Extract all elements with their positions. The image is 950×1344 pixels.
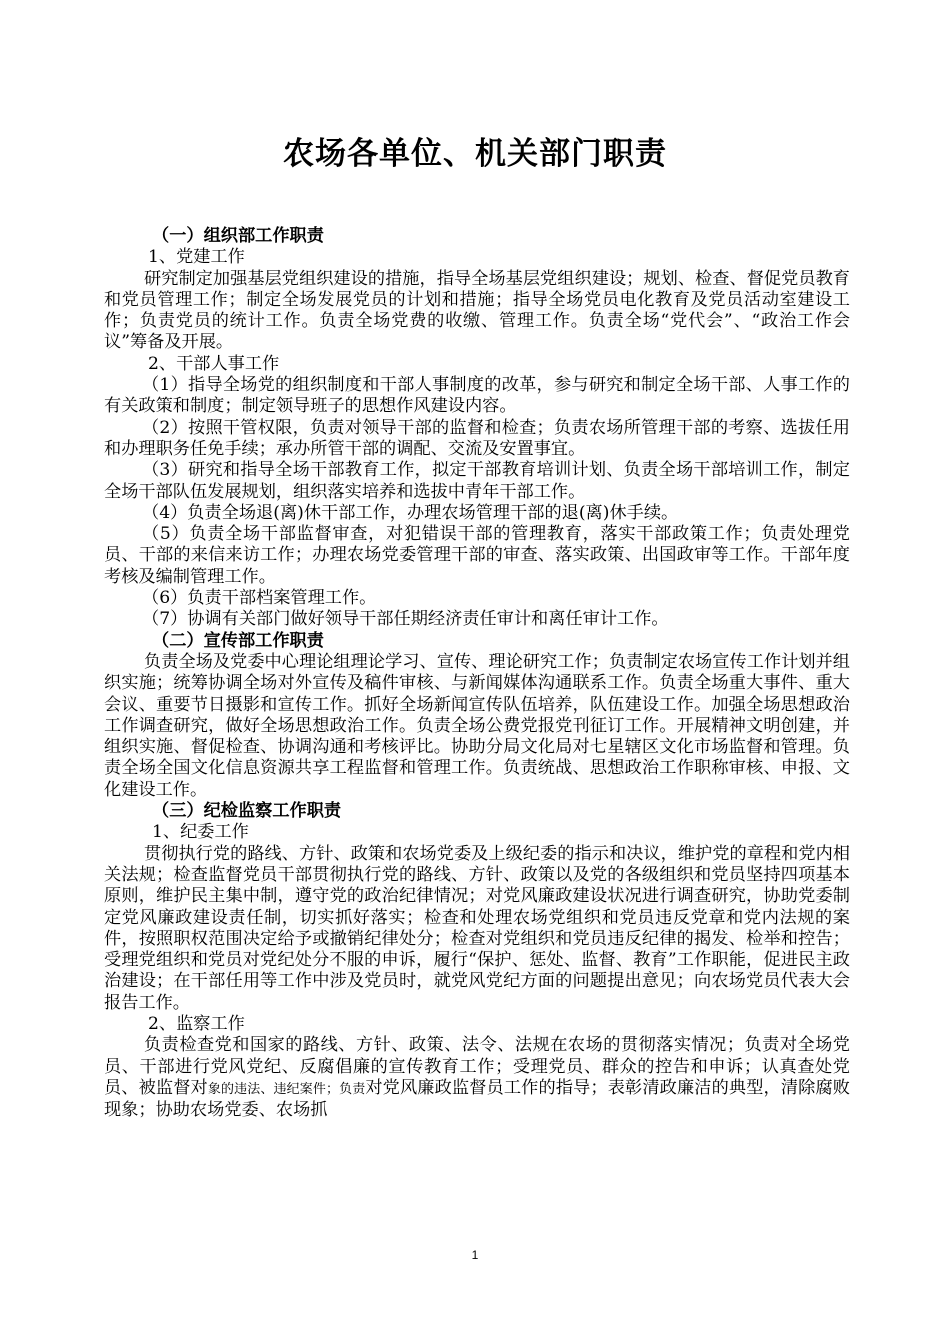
- paragraph-publicity: 负责全场及党委中心理论组理论学习、宣传、理论研究工作；负责制定农场宣传工作计划并组织实施；统筹协调全场对外宣传及稿件审核、与新闻媒体沟通联系工作。负责全场重大事件、重大会议、重要节日摄影和宣传工作。抓好全场新闻宣传队伍培养，队伍建设工作。加强全场思想政治工作调查研究，做好全场思想政治工作。负责全场公费党报党刊征订工作。开展精神文明创建，并组织实施、督促检查、协调沟通和考核评比。协助分局文化局对七星辖区文化市场监督和管理。负责全场全国文化信息资源共享工程监督和管理工作。负责统战、思想政治工作职称审核、申报、文化建设工作。: [104, 651, 850, 800]
- subheading-supervision: 2、监察工作: [148, 1013, 245, 1034]
- subheading-party-building: 1、党建工作: [148, 247, 245, 268]
- list-item-cadre-2: （2）按照干管权限，负责对领导干部的监督和检查；负责农场所管理干部的考察、选拔任用和办理职务任免手续；承办所管干部的调配、交流及安置事宜。: [104, 417, 850, 459]
- paragraph-supervision-part-3: 对党风廉政监督员工作的指导；表彰清政廉洁的典型，清除腐败现象；协助农场党委、农场抓: [104, 1077, 850, 1121]
- section-heading-organization: （一）组织部工作职责: [152, 226, 324, 246]
- list-item-cadre-5: （5）负责全场干部监督审查，对犯错误干部的管理教育，落实干部政策工作；负责处理党员、干部的来信来访工作；办理农场党委管理干部的审查、落实政策、出国政审等工作。干部年度考核及编制管理工作。: [104, 524, 850, 587]
- list-item-cadre-1: （1）指导全场党的组织制度和干部人事制度的改革，参与研究和制定全场干部、人事工作的有关政策和制度；制定领导班子的思想作风建设内容。: [104, 375, 850, 417]
- section-heading-discipline: （三）纪检监察工作职责: [152, 801, 342, 822]
- list-item-cadre-3: （3）研究和指导全场干部教育工作，拟定干部教育培训计划、负责全场干部培训工作，制定全场干部队伍发展规划，组织落实培养和选拔中青年干部工作。: [104, 460, 850, 502]
- list-item-cadre-6: （6）负责干部档案管理工作。: [142, 588, 377, 609]
- paragraph-discipline-committee: 贯彻执行党的路线、方针、政策和农场党委及上级纪委的指示和决议，维护党的章程和党内相关法规；检查监督党员干部贯彻执行党的路线、方针、政策以及党的各级组织和党员坚持四项基本原则，维护民主集中制，遵守党的政治纪律情况；对党风廉政建设状况进行调查研究，协助党委制定党风廉政建设责任制，切实抓好落实；检查和处理农场党组织和党员违反党章和党内法规的案件，按照职权范围决定给予或撤销纪律处分；检查对党组织和党员违反纪律的揭发、检举和控告；受理党组织和党员对党纪处分不服的申诉，履行“保护、惩处、监督、教育”工作职能，促进民主政治建设；在干部任用等工作中涉及党员时，就党风党纪方面的问题提出意见；向农场党员代表大会报告工作。: [104, 843, 850, 1013]
- subheading-discipline-committee: 1、纪委工作: [152, 822, 249, 843]
- paragraph-supervision: [104, 1035, 850, 1121]
- list-item-cadre-7: （7）协调有关部门做好领导干部任期经济责任审计和离任审计工作。: [142, 609, 669, 630]
- paragraph-party-building: 研究制定加强基层党组织建设的措施，指导全场基层党组织建设；规划、检查、督促党员教育和党员管理工作；制定全场发展党员的计划和措施；指导全场党员电化教育及党员活动室建设工作；负责党员的统计工作。负责全场党费的收缴、管理工作。负责全场“党代会”、“政治工作会议”筹备及开展。: [104, 268, 850, 353]
- paragraph-supervision-part-1: 负责检查党和国家的路线、方针、政策、法令、法规在农场的贯彻落实情况；负责对全场党员、干部进行党风党纪、反腐倡廉的宣传教育工作；受理党员、群众的控告和申诉；认真查处党员、被监督对: [104, 1035, 850, 1098]
- page-title: 农场各单位、机关部门职责: [283, 136, 667, 172]
- page-number: 1: [471, 1248, 479, 1262]
- document-body: [104, 226, 850, 1121]
- paragraph-supervision-part-2: 象的违法、违纪案件；负责: [207, 1081, 366, 1097]
- list-item-cadre-4: （4）负责全场退(离)休干部工作，办理农场管理干部的退(离)休手续。: [142, 502, 679, 523]
- subheading-cadre-personnel: 2、干部人事工作: [148, 353, 280, 374]
- section-heading-publicity: （二）宣传部工作职责: [152, 630, 324, 651]
